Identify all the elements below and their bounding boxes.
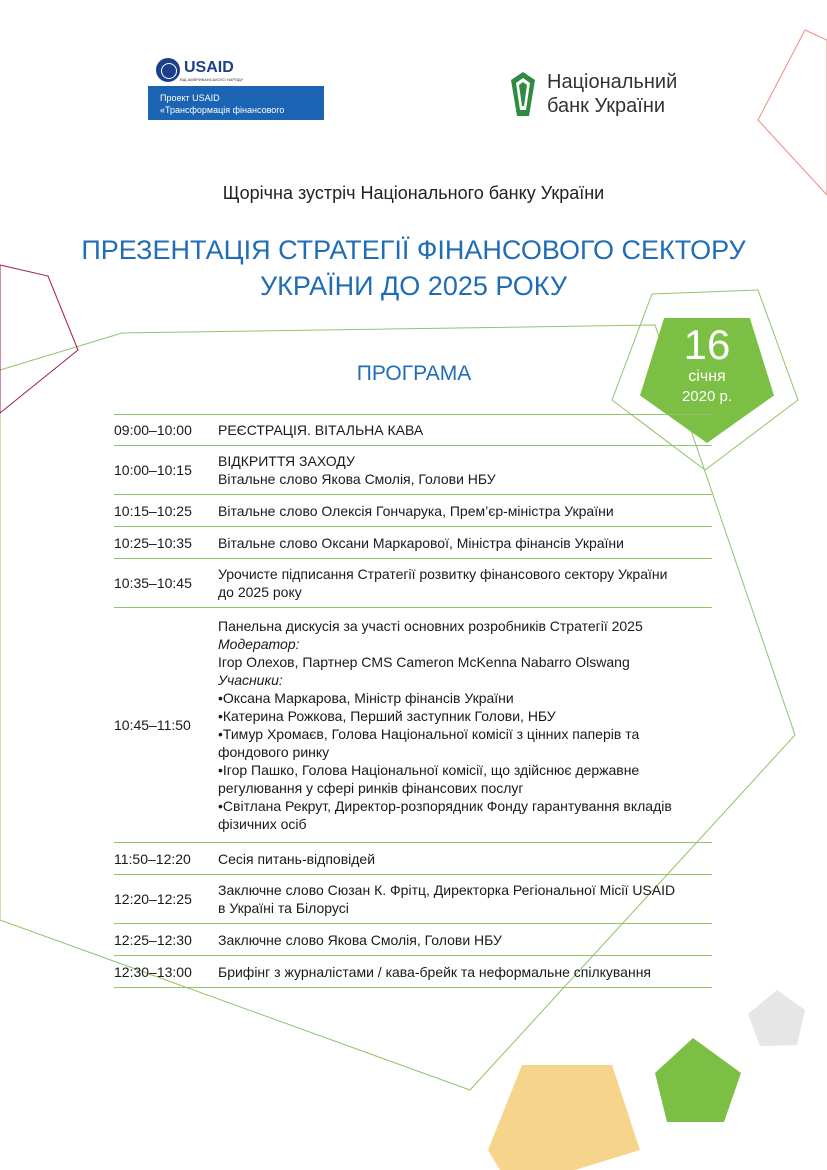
- agenda-description: [218, 881, 712, 917]
- usaid-project-line2: «Трансформація фінансового сектору»: [160, 105, 285, 127]
- agenda-description: [218, 617, 712, 833]
- agenda-line: Заключне слово Сюзан К. Фрітц, Директорка Регіональної Місії USAID: [218, 882, 676, 898]
- agenda-time: 12:25–12:30: [114, 931, 192, 948]
- agenda-time: 11:50–12:20: [114, 850, 191, 867]
- bullet-icon: •: [218, 690, 223, 706]
- agenda-row: [114, 527, 712, 559]
- yellow-pentagon: [488, 1065, 640, 1170]
- agenda-line: ВІДКРИТТЯ ЗАХОДУ: [218, 453, 355, 469]
- participant-text: Ігор Пашко, Голова Національної комісії, що здійснює державне регулювання у сфері ринків фінансових послуг: [218, 762, 640, 796]
- nbu-name: [547, 70, 677, 118]
- usaid-seal-icon: [156, 58, 180, 82]
- participant-text: Оксана Маркарова, Міністр фінансів України: [222, 690, 514, 706]
- agenda-time: 10:35–10:45: [114, 575, 192, 591]
- green-pentagon: [655, 1038, 741, 1122]
- page-title: [0, 232, 827, 304]
- agenda-line: Урочисте підписання Стратегії розвитку фінансового сектору України: [218, 566, 668, 582]
- agenda-time: 12:30–13:00: [114, 963, 192, 980]
- usaid-word: USAID: [184, 58, 234, 76]
- nbu-logo: [509, 70, 677, 118]
- agenda-row: [114, 875, 712, 924]
- agenda-line: в Україні та Білорусі: [218, 900, 349, 916]
- moderator-name: Ігор Олехов, Партнер CMS Cameron McKenna Nabarro Olswang: [218, 654, 630, 670]
- participant-item: [218, 797, 708, 833]
- agenda-description: [218, 850, 712, 868]
- bullet-icon: •: [218, 726, 223, 742]
- panel-intro: Панельна дискусія за участі основних розробників Стратегії 2025: [218, 618, 643, 634]
- agenda-description: [218, 931, 712, 949]
- agenda-row: [114, 446, 712, 495]
- agenda-description: [218, 502, 712, 520]
- agenda-row: [114, 414, 712, 446]
- agenda-row: [114, 495, 712, 527]
- agenda-line: Вітальне слово Олексія Гончарука, Прем’єр-міністра України: [218, 502, 614, 519]
- agenda-time: 10:45–11:50: [114, 717, 191, 733]
- participants-label: Учасники:: [218, 672, 283, 688]
- agenda-time: 10:25–10:35: [114, 534, 192, 551]
- usaid-project-line1: Проект USAID: [160, 93, 220, 103]
- participant-text: Тимур Хромаєв, Голова Національної комісії з цінних паперів та фондового ринку: [218, 726, 640, 760]
- event-subtitle: Щорічна зустріч Національного банку України: [222, 183, 605, 203]
- participant-item: [218, 689, 708, 707]
- agenda-time: 09:00–10:00: [114, 422, 192, 438]
- agenda-description: [218, 565, 712, 601]
- nbu-name-line2: банк України: [547, 95, 666, 117]
- usaid-logo: [148, 54, 324, 127]
- agenda-line: Заключне слово Якова Смолія, Голови НБУ: [218, 931, 502, 948]
- agenda-row: [114, 924, 712, 956]
- participant-item: [218, 725, 708, 761]
- participant-item: [218, 707, 708, 725]
- title-line-2: УКРАЇНИ ДО 2025 РОКУ: [260, 271, 567, 301]
- coral-outline-pentagon: [758, 30, 827, 195]
- agenda-description: [218, 421, 712, 439]
- bullet-icon: •: [218, 798, 223, 814]
- agenda-time: 10:15–10:25: [114, 502, 192, 519]
- usaid-project-box: [148, 86, 324, 127]
- date-month: січня: [688, 368, 726, 385]
- agenda-line: Сесія питань-відповідей: [218, 850, 376, 867]
- agenda-row: [114, 956, 712, 988]
- agenda-line: Вітальне слово Оксани Маркарової, Міністра фінансів України: [218, 534, 624, 551]
- agenda-table: [114, 414, 712, 988]
- usaid-tagline: ВІД АМЕРИКАНСЬКОГО НАРОДУ: [180, 76, 244, 82]
- moderator-label: Модератор:: [218, 636, 300, 652]
- agenda-description: [218, 963, 712, 981]
- program-heading: ПРОГРАМА: [356, 362, 472, 385]
- agenda-row: [114, 559, 712, 608]
- agenda-row: [114, 843, 712, 875]
- date-day: 16: [683, 321, 731, 368]
- nbu-name-line1: Національний: [547, 71, 678, 93]
- participant-text: Світлана Рекрут, Директор-розпорядник Фонду гарантування вкладів фізичних осіб: [218, 798, 672, 832]
- bullet-icon: •: [218, 762, 223, 778]
- agenda-time: 10:00–10:15: [114, 462, 192, 478]
- date-year: 2020 р.: [681, 388, 733, 405]
- agenda-description: [218, 534, 712, 552]
- agenda-row-panel: [114, 608, 712, 843]
- agenda-description: [218, 452, 712, 488]
- agenda-line: до 2025 року: [218, 584, 302, 600]
- nbu-emblem-icon: [509, 70, 537, 118]
- agenda-line: Брифінг з журналістами / кава-брейк та неформальне спілкування: [218, 963, 652, 980]
- title-line-1: ПРЕЗЕНТАЦІЯ СТРАТЕГІЇ ФІНАНСОВОГО СЕКТОРУ: [81, 235, 746, 265]
- bullet-icon: •: [218, 708, 223, 724]
- agenda-line: РЕЄСТРАЦІЯ. ВІТАЛЬНА КАВА: [218, 422, 424, 438]
- participant-item: [218, 761, 708, 797]
- usaid-wordmark: [180, 59, 243, 82]
- agenda-time: 12:20–12:25: [114, 891, 192, 907]
- usaid-emblem-row: [148, 54, 324, 86]
- agenda-line: Вітальне слово Якова Смолія, Голови НБУ: [218, 471, 496, 487]
- grey-pentagon: [748, 990, 805, 1046]
- participant-text: Катерина Рожкова, Перший заступник Голови, НБУ: [222, 708, 556, 724]
